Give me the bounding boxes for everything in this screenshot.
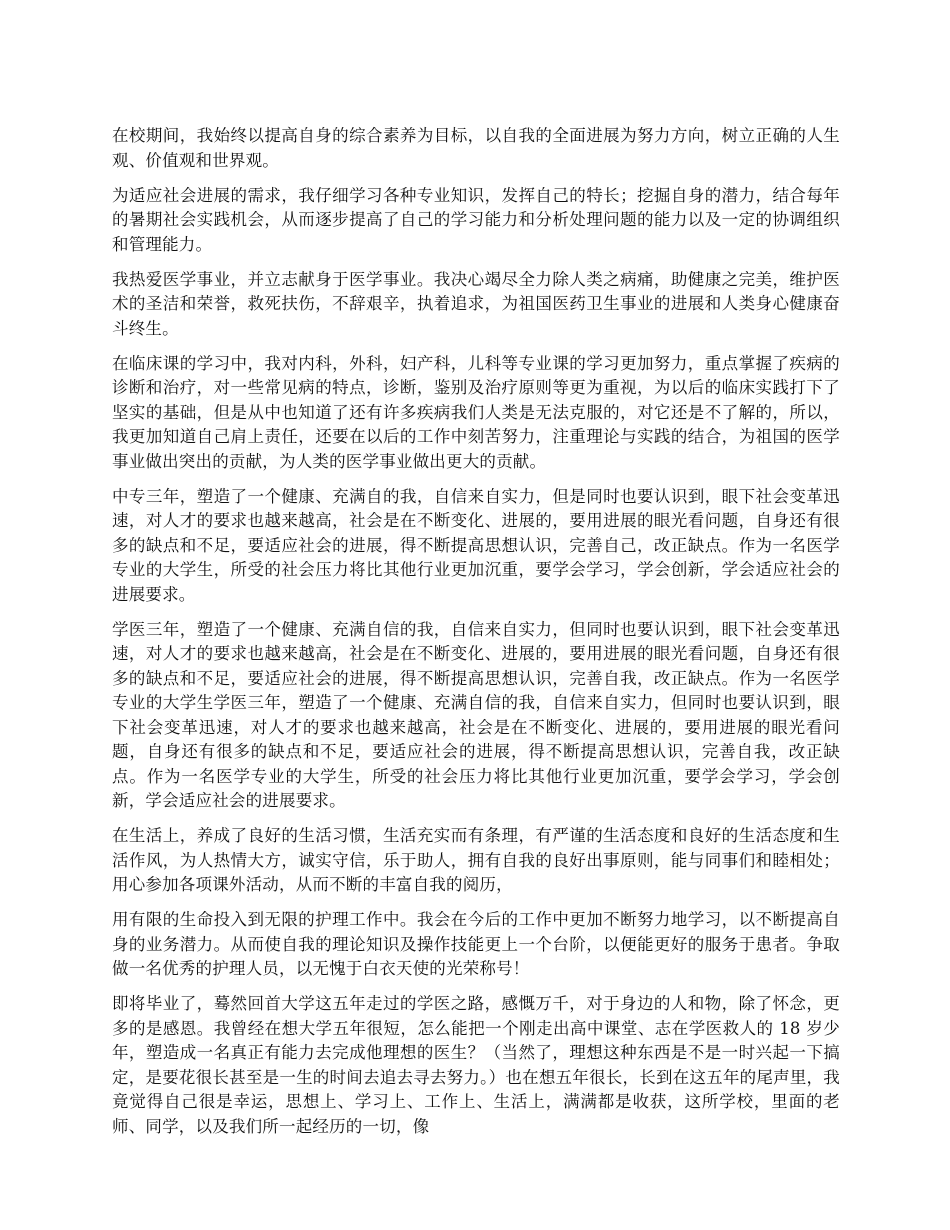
paragraph: 为适应社会进展的需求，我仔细学习各种专业知识，发挥自己的特长；挖掘自身的潜力，结合每年的暑期社会实践机会，从而逐步提高了自己的学习能力和分析处理问题的能力以及一定的协调组织和管理能力。 <box>112 185 840 254</box>
paragraph: 在校期间，我始终以提高自身的综合素养为目标，以自我的全面进展为努力方向，树立正确的人生观、价值观和世界观。 <box>112 126 840 170</box>
paragraph: 学医三年，塑造了一个健康、充满自信的我，自信来自实力，但同时也要认识到，眼下社会变革迅速，对人才的要求也越来越高，社会是在不断变化、进展的，要用进展的眼光看问题，自身还有很多的缺点和不足，要适应社会的进展，得不断提高思想认识，完善自我，改正缺点。作为一名医学专业的大学生学医三年，塑造了一个健康、充满自信的我，自信来自实力，但同时也要认识到，眼下社会变革迅速，对人才的要求也越来越高，社会是在不断变化、进展的，要用进展的眼光看问题，自身还有很多的缺点和不足，要适应社会的进展，得不断提高思想认识，完善自我，改正缺点。作为一名医学专业的大学生，所受的社会压力将比其他行业更加沉重，要学会学习，学会创新，学会适应社会的进展要求。 <box>112 619 840 810</box>
paragraph: 即将毕业了，蓦然回首大学这五年走过的学医之路，感慨万千，对于身边的人和物，除了怀念，更多的是感恩。我曾经在想大学五年很短，怎么能把一个刚走出高中课堂、志在学医救人的 18 岁少年，塑造成一名真正有能力去完成他理想的医生？（当然了，理想这种东西是不是一时兴起一下搞定，是要花很长甚至是一生的时间去追去寻去努力。）也在想五年很长，长到在这五年的尾声里，我竟觉得自己很是幸运，思想上、学习上、工作上、生活上，满满都是收获，这所学校，里面的老师、同学，以及我们所一起经历的一切，像 <box>112 994 840 1136</box>
paragraph: 在临床课的学习中，我对内科，外科，妇产科，儿科等专业课的学习更加努力，重点掌握了疾病的诊断和治疗，对一些常见病的特点，诊断，鉴别及治疗原则等更为重视，为以后的临床实践打下了坚实的基础，但是从中也知道了还有许多疾病我们人类是无法克服的，对它还是不了解的，所以，我更加知道自己肩上责任，还要在以后的工作中刻苦努力，注重理论与实践的结合，为祖国的医学事业做出突出的贡献，为人类的医学事业做出更大的贡献。 <box>112 353 840 471</box>
paragraph: 在生活上，养成了良好的生活习惯，生活充实而有条理，有严谨的生活态度和良好的生活态度和生活作风，为人热情大方，诚实守信，乐于助人，拥有自我的良好出事原则，能与同事们和睦相处；用心参加各项课外活动，从而不断的丰富自我的阅历， <box>112 826 840 894</box>
document-body <box>112 124 840 1150</box>
paragraph: 中专三年，塑造了一个健康、充满自的我，自信来自实力，但是同时也要认识到，眼下社会变革迅速，对人才的要求也越来越高，社会是在不断变化、进展的，要用进展的眼光看问题，自身还有很多的缺点和不足，要适应社会的进展，得不断提高思想认识，完善自己，改正缺点。作为一名医学专业的大学生，所受的社会压力将比其他行业更加沉重，要学会学习，学会创新，学会适应社会的进展要求。 <box>112 486 840 604</box>
paragraph: 我热爱医学事业，并立志献身于医学事业。我决心竭尽全力除人类之病痛，助健康之完美，维护医术的圣洁和荣誉，救死扶伤，不辞艰辛，执着追求，为祖国医药卫生事业的进展和人类身心健康奋斗终生。 <box>112 269 840 338</box>
paragraph: 用有限的生命投入到无限的护理工作中。我会在今后的工作中更加不断努力地学习，以不断提高自身的业务潜力。从而使自我的理论知识及操作技能更上一个台阶，以便能更好的服务于患者。争取做一名优秀的护理人员，以无愧于白衣天使的光荣称号！ <box>112 910 840 978</box>
